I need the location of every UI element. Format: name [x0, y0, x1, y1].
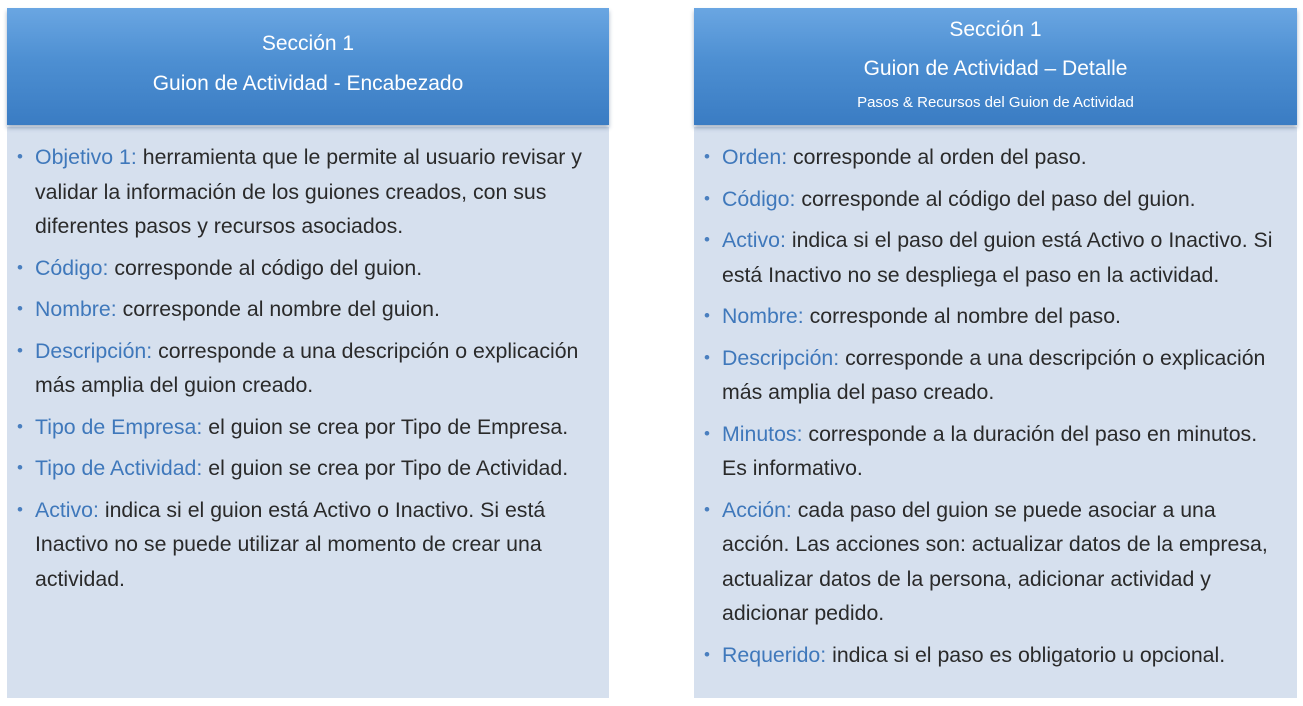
field-term: Código:	[35, 255, 109, 280]
panel-encabezado-header	[7, 8, 609, 125]
list-item	[722, 341, 1287, 410]
field-term: Activo:	[722, 228, 786, 252]
list-item	[35, 410, 599, 445]
section-title: Sección 1	[261, 32, 355, 55]
panel-subtitle: Pasos & Recursos del Guion de Actividad	[857, 94, 1134, 111]
field-term: Tipo de Empresa:	[35, 414, 203, 439]
field-description: corresponde al código del paso del guion.	[795, 186, 1196, 211]
field-term: Nombre:	[722, 304, 804, 328]
panel-encabezado	[7, 8, 609, 698]
field-description: corresponde a la duración del paso en minutos. Es informativo.	[722, 421, 1258, 480]
field-term: Orden:	[722, 145, 788, 169]
field-list	[7, 140, 609, 603]
list-item	[35, 334, 599, 403]
panel-detalle-header	[694, 8, 1297, 125]
list-item	[722, 140, 1287, 175]
section-title: Sección 1	[949, 18, 1042, 41]
field-description: el guion se crea por Tipo de Actividad.	[202, 456, 569, 480]
field-term: Descripción:	[722, 345, 840, 370]
list-item	[722, 417, 1287, 486]
list-item	[35, 451, 599, 486]
list-item	[722, 638, 1287, 673]
list-item	[35, 251, 599, 286]
field-description: corresponde al nombre del paso.	[803, 304, 1121, 328]
field-term: Tipo de Actividad:	[35, 456, 203, 480]
field-term: Activo:	[35, 497, 99, 522]
field-description: el guion se crea por Tipo de Empresa.	[202, 414, 569, 439]
field-term: Minutos:	[722, 421, 803, 446]
list-item	[722, 223, 1287, 292]
panel-detalle-body	[694, 127, 1297, 698]
panel-encabezado-body	[7, 127, 609, 698]
field-description: corresponde al orden del paso.	[787, 145, 1087, 169]
panel-detalle	[694, 8, 1297, 698]
field-description: corresponde a una descripción o explicación más amplia del paso creado.	[722, 345, 1266, 404]
field-description: indica si el paso del guion está Activo o Inactivo. Si está Inactivo no se despliega el paso en la actividad.	[722, 228, 1273, 287]
panel-title: Guion de Actividad – Detalle	[863, 57, 1128, 80]
field-term: Descripción:	[35, 338, 153, 363]
list-item	[722, 299, 1287, 334]
panel-title: Guion de Actividad - Encabezado	[152, 72, 464, 95]
field-term: Código:	[722, 186, 796, 211]
field-description: indica si el guion está Activo o Inactivo. Si está Inactivo no se puede utilizar al momento de crear una actividad.	[35, 497, 546, 591]
field-term: Acción:	[722, 497, 792, 522]
field-term: Objetivo 1:	[35, 145, 137, 169]
field-description: corresponde a una descripción o explicación más amplia del guion creado.	[35, 338, 579, 397]
field-description: indica si el paso es obligatorio u opcional.	[826, 642, 1226, 667]
field-term: Nombre:	[35, 297, 117, 321]
list-item	[35, 140, 599, 244]
field-description: corresponde al código del guion.	[108, 255, 423, 280]
field-description: corresponde al nombre del guion.	[116, 297, 440, 321]
field-list	[694, 140, 1297, 679]
field-description: herramienta que le permite al usuario revisar y validar la información de los guiones creados, con sus diferentes pasos y recursos asociados.	[35, 145, 582, 238]
list-item	[722, 182, 1287, 217]
list-item	[35, 493, 599, 597]
list-item	[35, 292, 599, 327]
field-term: Requerido:	[722, 642, 827, 667]
list-item	[722, 493, 1287, 631]
field-description: cada paso del guion se puede asociar a una acción. Las acciones son: actualizar datos de la empresa, actualizar datos de la persona, adicionar actividad y adicionar pedido.	[722, 497, 1268, 625]
